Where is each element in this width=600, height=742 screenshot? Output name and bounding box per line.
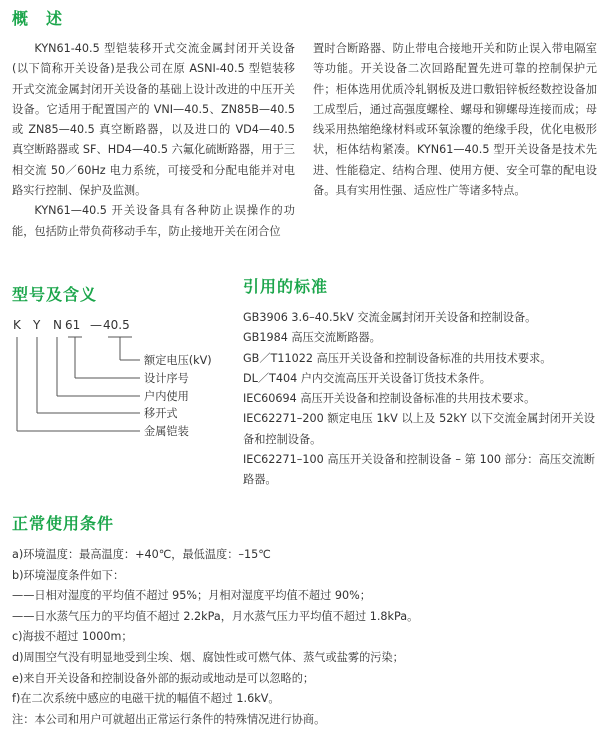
condition-item: c)海拔不超过 1000m； [12, 630, 133, 644]
model-voltage-code: 40.5 [103, 318, 130, 332]
overview-paragraph-1: KYN61-40.5 型铠装移开式交流金属封闭开关设备(以下简称开关设备)是我公司在原 ASNI-40.5 型铠装移开式交流金属封闭开关设备的基础上设计改进的中压开关设备。它适用于配置国产的 VNI—40.5、ZN85B—40.5 或 ZN85—40.5 真空断路器，以及进口的 VD4—40.5 真空断路器或 SF、HD4—40.5 六氟化硫断路器，用于三相交流 50／60Hz 电力系统，可接受和分配电能并对电路实行控制、保护及监测。 [12, 42, 295, 198]
standard-item: IEC62271–100 高压开关设备和控制设备 – 第 100 部分：高压交流断路器。 [243, 453, 595, 487]
overview-column-right [313, 39, 597, 201]
model-letter-y: Y [33, 318, 41, 332]
standard-item: DL／T404 户内交流高压开关设备订货技术条件。 [243, 371, 491, 385]
standard-item: IEC60694 高压开关设备和控制设备标准的共用技术要求。 [243, 392, 536, 406]
condition-item: f)在二次系统中感应的电磁干扰的幅值不超过 1.6kV。 [12, 692, 280, 706]
condition-item: ——日水蒸气压力的平均值不超过 2.2kPa，月水蒸气压力平均值不超过 1.8kPa。 [12, 609, 419, 623]
overview-paragraph-2: KYN61—40.5 开关设备具有各种防止误操作的功能，包括防止带负荷移动手车，防止接地开关在闭合位 [12, 204, 295, 238]
overview-heading: 概 述 [12, 9, 64, 28]
meaning-withdrawable: 移开式 [144, 407, 178, 420]
condition-item: e)来自开关设备和控制设备外部的振动或地动是可以忽略的； [12, 671, 315, 685]
standard-item: GB3906 3.6–40.5kV 交流金属封闭开关设备和控制设备。 [243, 311, 537, 324]
model-series-number: 61 [65, 318, 81, 332]
model-heading: 型号及含义 [12, 285, 98, 304]
standard-item: GB1984 高压交流断路器。 [243, 331, 381, 345]
standard-item: GB／T11022 高压开关设备和控制设备标准的共用技术要求。 [243, 351, 552, 365]
overview-column-left [12, 39, 295, 242]
meaning-metal-clad: 金属铠装 [144, 425, 189, 438]
standards-heading: 引用的标准 [243, 277, 329, 296]
conditions-heading: 正常使用条件 [12, 514, 115, 533]
meaning-indoor-use: 户内使用 [144, 390, 189, 403]
model-letter-k: K [13, 318, 21, 332]
condition-item: d)周围空气没有明显地受到尘埃、烟、腐蚀性或可燃气体、蒸气或盐雾的污染； [12, 650, 404, 664]
model-letter-n: N [53, 318, 62, 332]
conditions-list [12, 545, 597, 730]
model-code-diagram [0, 315, 220, 445]
standards-list [243, 308, 595, 491]
model-dash: — [90, 318, 102, 332]
model-bracket-lines [17, 337, 140, 431]
meaning-rated-voltage: 额定电压(kV) [144, 354, 212, 367]
overview-paragraph-continued: 置时合断路器、防止带电合接地开关和防止误入带电隔室等功能。开关设备二次回路配置先进可靠的控制保护元件；柜体选用优质冷轧钢板及进口敷铝锌板经数控设备加工成型后，通过高强度螺栓、螺母和铆螺母连接而成；母线采用热缩绝缘材料或环氧涂覆的绝缘手段，优化电极形状，柜体结构紧凑。KYN61—40.5 型开关设备是技术先进、性能稳定、结构合理、使用方便、安全可靠的配电设备。具有实用性强、适应性广等诸多特点。 [313, 42, 597, 198]
condition-note: 注：本公司和用户可就超出正常运行条件的特殊情况进行协商。 [12, 712, 326, 726]
standard-item: IEC62271–200 额定电压 1kV 以上及 52kY 以下交流金属封闭开关设备和控制设备。 [243, 412, 595, 446]
condition-item: a)环境温度：最高温度：+40℃，最低温度：–15℃ [12, 548, 271, 561]
condition-item: ——日相对湿度的平均值不超过 95%；月相对湿度平均值不超过 90%； [12, 589, 371, 603]
condition-item: b)环境湿度条件如下： [12, 568, 125, 582]
meaning-design-number: 设计序号 [144, 372, 189, 385]
